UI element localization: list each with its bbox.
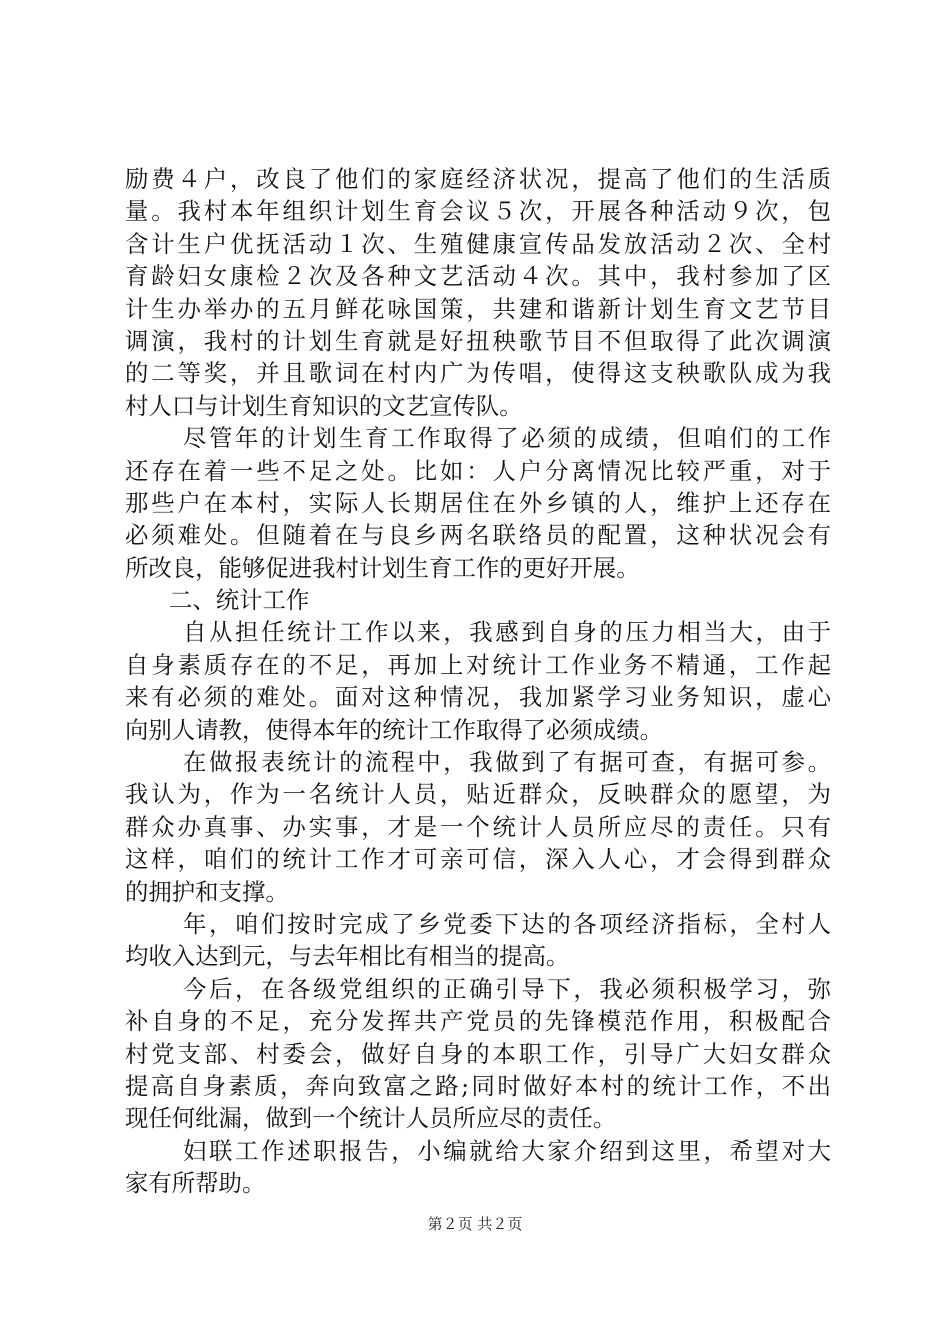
document-body <box>125 163 831 1200</box>
text-line: 妇联工作述职报告，小编就给大家介绍到这里，希望对大 <box>183 1136 831 1165</box>
text-line: 现任何纰漏，做到一个统计人员所应尽的责任。 <box>125 1104 617 1133</box>
text-line: 含计生户优抚活动１次、生殖健康宣传品发放活动２次、全村 <box>125 229 831 258</box>
text-line: 我认为，作为一名统计人员，贴近群众，反映群众的愿望，为 <box>125 780 831 809</box>
text-line: 励费４户，改良了他们的家庭经济状况，提高了他们的生活质 <box>125 165 831 193</box>
text-line: 那些户在本村，实际人长期居住在外乡镇的人，维护上还存在 <box>125 488 831 517</box>
text-line: 的二等奖，并且歌词在村内广为传唱，使得这支秧歌队成为我 <box>125 359 831 388</box>
text-line: 所改良，能够促进我村计划生育工作的更好开展。 <box>125 553 640 582</box>
text-line: 还存在着一些不足之处。比如：人户分离情况比较严重，对于 <box>125 456 831 485</box>
text-line: 家有所帮助。 <box>125 1169 266 1198</box>
text-line: 这样，咱们的统计工作才可亲可信，深入人心，才会得到群众 <box>125 845 831 874</box>
text-line: 的拥护和支撑。 <box>125 877 289 906</box>
section-heading: 二、统计工作 <box>169 586 310 615</box>
text-line: 计生办举办的五月鲜花咏国策，共建和谐新计划生育文艺节目 <box>125 294 831 323</box>
text-line: 来有必须的难处。面对这种情况，我加紧学习业务知识，虚心 <box>125 683 831 712</box>
text-line: 提高自身素质，奔向致富之路;同时做好本村的统计工作，不出 <box>125 1071 831 1100</box>
text-line: 补自身的不足，充分发挥共产党员的先锋模范作用，积极配合 <box>125 1007 831 1036</box>
text-line: 年，咱们按时完成了乡党委下达的各项经济指标，全村人 <box>183 909 831 938</box>
text-line: 调演，我村的计划生育就是好扭秧歌节目不但取得了此次调演 <box>125 326 831 355</box>
text-line: 均收入达到元，与去年相比有相当的提高。 <box>125 942 570 971</box>
text-line: 育龄妇女康检２次及各种文艺活动４次。其中，我村参加了区 <box>125 262 831 291</box>
text-line: 尽管年的计划生育工作取得了必须的成绩，但咱们的工作 <box>183 424 831 453</box>
text-line: 群众办真事、办实事，才是一个统计人员所应尽的责任。只有 <box>125 812 831 841</box>
text-line: 在做报表统计的流程中，我做到了有据可查，有据可参。 <box>183 748 831 777</box>
text-line: 量。我村本年组织计划生育会议５次，开展各种活动９次，包 <box>125 197 831 226</box>
text-line: 必须难处。但随着在与良乡两名联络员的配置，这种状况会有 <box>125 521 831 550</box>
page-number-footer: 第２页 共２页 <box>427 1215 523 1233</box>
text-line: 今后，在各级党组织的正确引导下，我必须积极学习，弥 <box>183 974 831 1003</box>
text-line: 自身素质存在的不足，再加上对统计工作业务不精通，工作起 <box>125 650 831 679</box>
text-line: 村人口与计划生育知识的文艺宣传队。 <box>125 391 523 420</box>
text-line: 向别人请教，使得本年的统计工作取得了必须成绩。 <box>125 715 663 744</box>
text-line: 自从担任统计工作以来，我感到自身的压力相当大，由于 <box>183 618 831 647</box>
text-line: 村党支部、村委会，做好自身的本职工作，引导广大妇女群众 <box>125 1039 831 1068</box>
